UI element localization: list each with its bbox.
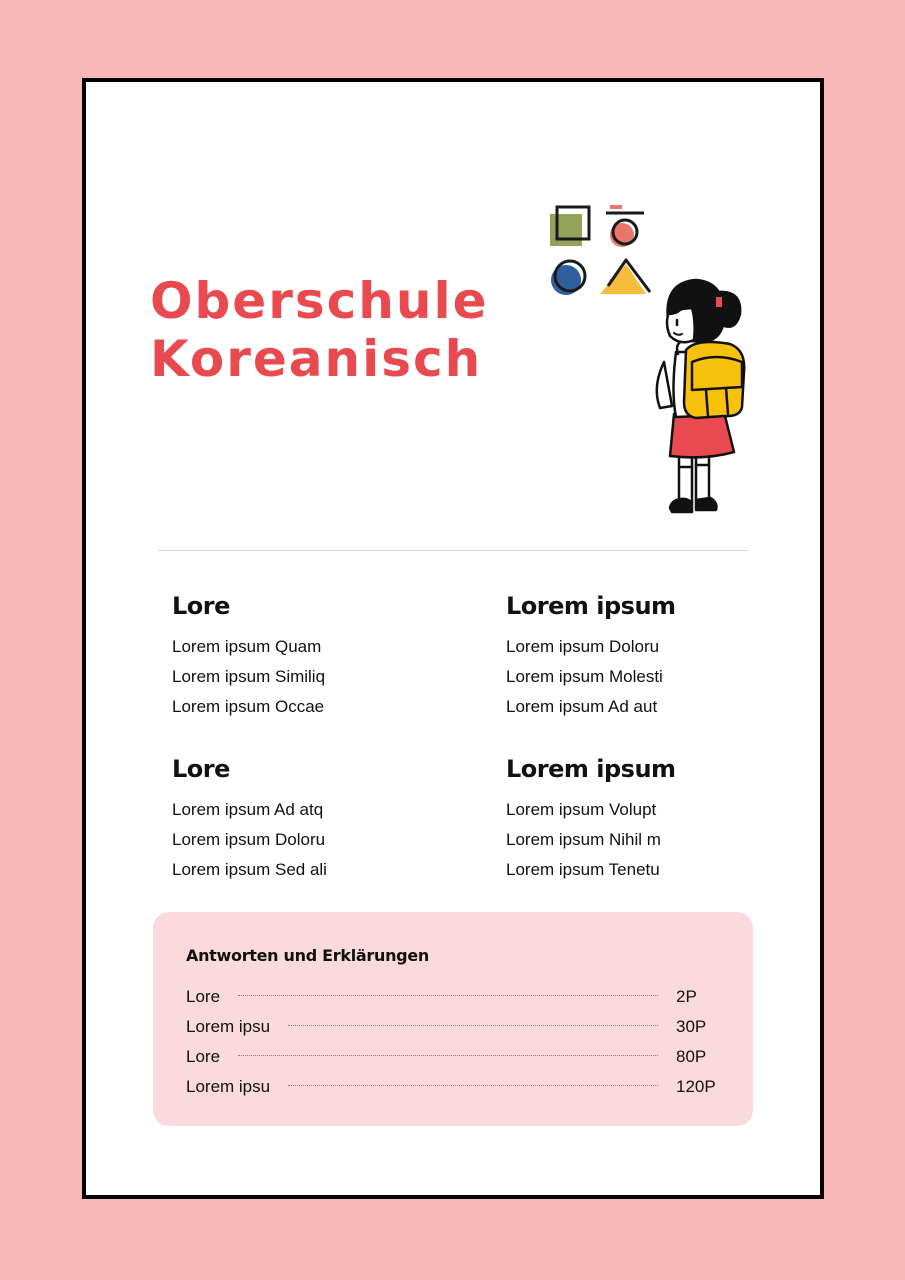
list-item: Lorem ipsum Doloru (172, 830, 326, 849)
list-item: Lorem ipsum Volupt (506, 800, 657, 819)
section-2 (506, 592, 806, 722)
hangul-icon (606, 205, 644, 247)
toc-page: 2P (676, 987, 697, 1006)
list-item: Lorem ipsum Nihil m (506, 830, 661, 849)
toc-label: Lorem ipsu (186, 1077, 271, 1096)
document-page (82, 78, 824, 1199)
section-4 (506, 755, 806, 885)
section-heading: Lore (172, 592, 230, 620)
list-item: Lorem ipsum Tenetu (506, 860, 660, 879)
answers-heading: Antworten und Erklärungen (186, 946, 429, 965)
list-item: Lorem ipsum Molesti (506, 667, 663, 686)
toc-label: Lore (186, 1047, 221, 1066)
answers-toc (186, 982, 716, 1102)
section-heading: Lorem ipsum (506, 592, 676, 620)
section-3 (172, 755, 472, 885)
divider (158, 550, 748, 551)
list-item: Lorem ipsum Quam (172, 637, 322, 656)
list-item: Lorem ipsum Ad aut (506, 697, 658, 716)
triangle-icon (600, 260, 650, 294)
toc-row (186, 1012, 716, 1042)
title-line-2: Koreanisch (150, 330, 483, 388)
toc-row (186, 1072, 716, 1102)
section-heading: Lorem ipsum (506, 755, 676, 783)
toc-row (186, 1042, 716, 1072)
list-item: Lorem ipsum Sed ali (172, 860, 327, 879)
toc-page: 80P (676, 1047, 707, 1066)
dot-leader (288, 1085, 658, 1086)
list-item: Lorem ipsum Similiq (172, 667, 326, 686)
toc-page: 120P (676, 1077, 716, 1096)
circle-icon (551, 261, 585, 295)
section-heading: Lore (172, 755, 230, 783)
toc-label: Lore (186, 987, 221, 1006)
square-icon (550, 207, 589, 246)
page-title (150, 272, 489, 388)
girl-figure (657, 280, 744, 512)
list-item: Lorem ipsum Occae (172, 697, 325, 716)
dot-leader (288, 1025, 658, 1026)
toc-page: 30P (676, 1017, 707, 1036)
title-line-1: Oberschule (150, 272, 489, 330)
list-item: Lorem ipsum Doloru (506, 637, 660, 656)
section-1 (172, 592, 472, 722)
dot-leader (238, 1055, 658, 1056)
answers-panel (153, 912, 753, 1126)
dot-leader (238, 995, 658, 996)
schoolgirl-with-backpack-illustration (546, 202, 756, 532)
toc-label: Lorem ipsu (186, 1017, 271, 1036)
toc-row (186, 982, 716, 1012)
list-item: Lorem ipsum Ad atq (172, 800, 324, 819)
